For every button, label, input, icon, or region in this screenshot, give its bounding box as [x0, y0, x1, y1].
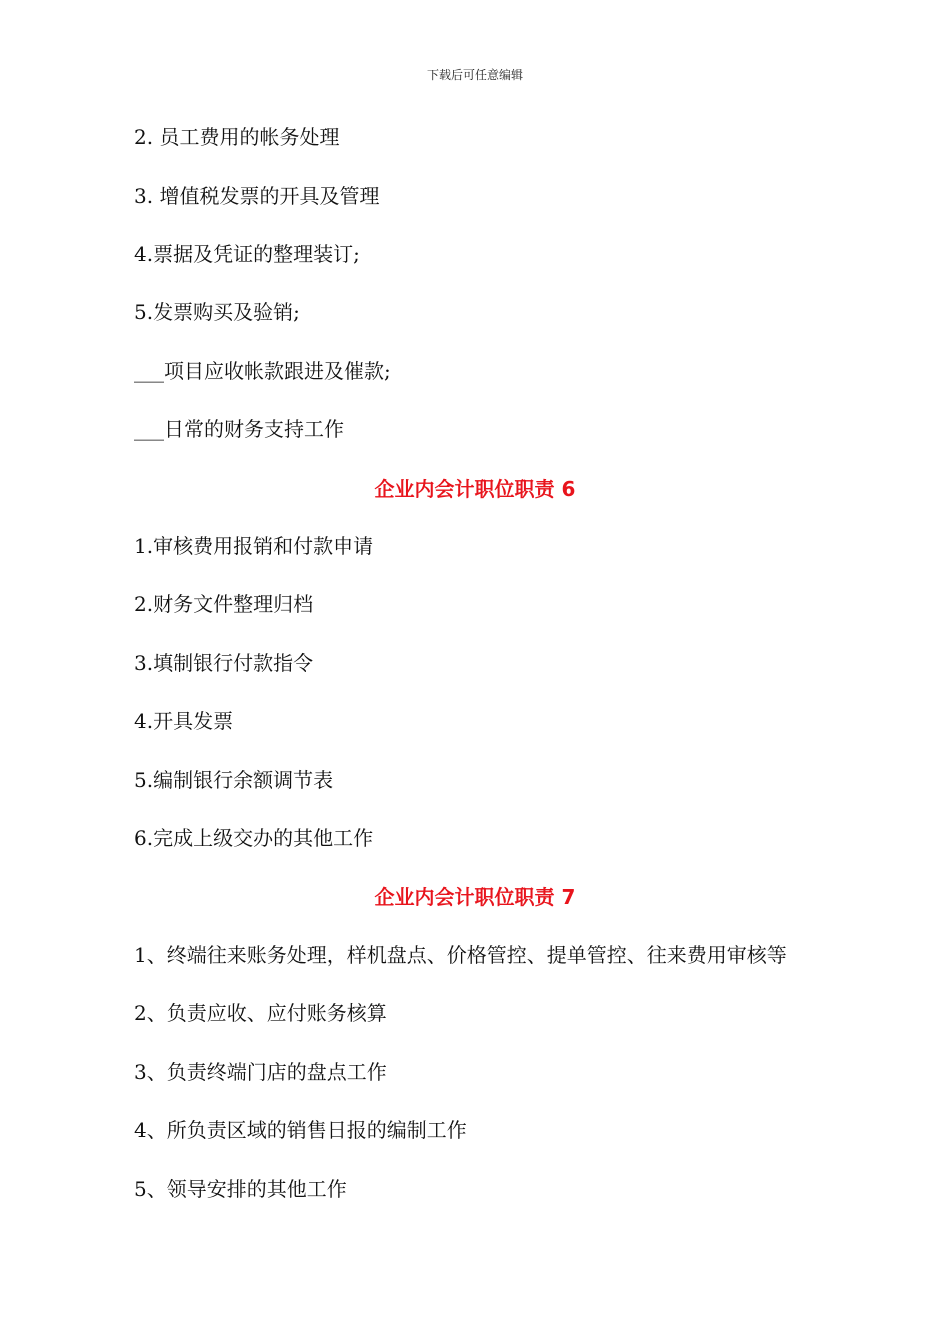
- list-item: ___项目应收帐款跟进及催款;: [134, 359, 391, 383]
- list-item: 2. 员工费用的帐务处理: [134, 125, 340, 149]
- section-heading-7: 企业内会计职位职责 7: [374, 885, 576, 909]
- list-item: 4.开具发票: [134, 709, 234, 733]
- list-item: 5.发票购买及验销;: [134, 300, 300, 324]
- list-item: 5、领导安排的其他工作: [134, 1177, 347, 1201]
- list-item: 2.财务文件整理归档: [134, 592, 314, 616]
- list-item: 1、终端往来账务处理，样机盘点、价格管控、提单管控、往来费用审核等: [134, 943, 787, 967]
- list-item: 4.票据及凭证的整理装订;: [134, 242, 360, 266]
- list-item: 6.完成上级交办的其他工作: [134, 826, 374, 850]
- section-heading-6: 企业内会计职位职责 6: [374, 477, 576, 501]
- list-item: 3、负责终端门店的盘点工作: [134, 1060, 387, 1084]
- page-header: 下载后可任意编辑: [426, 68, 523, 82]
- list-item: 1.审核费用报销和付款申请: [134, 534, 374, 558]
- list-item: 3. 增值税发票的开具及管理: [134, 184, 380, 208]
- list-item: ___日常的财务支持工作: [134, 417, 344, 441]
- list-item: 3.填制银行付款指令: [134, 651, 314, 675]
- list-item: 2、负责应收、应付账务核算: [134, 1001, 387, 1025]
- list-item: 4、所负责区域的销售日报的编制工作: [134, 1118, 467, 1142]
- list-item: 5.编制银行余额调节表: [134, 768, 334, 792]
